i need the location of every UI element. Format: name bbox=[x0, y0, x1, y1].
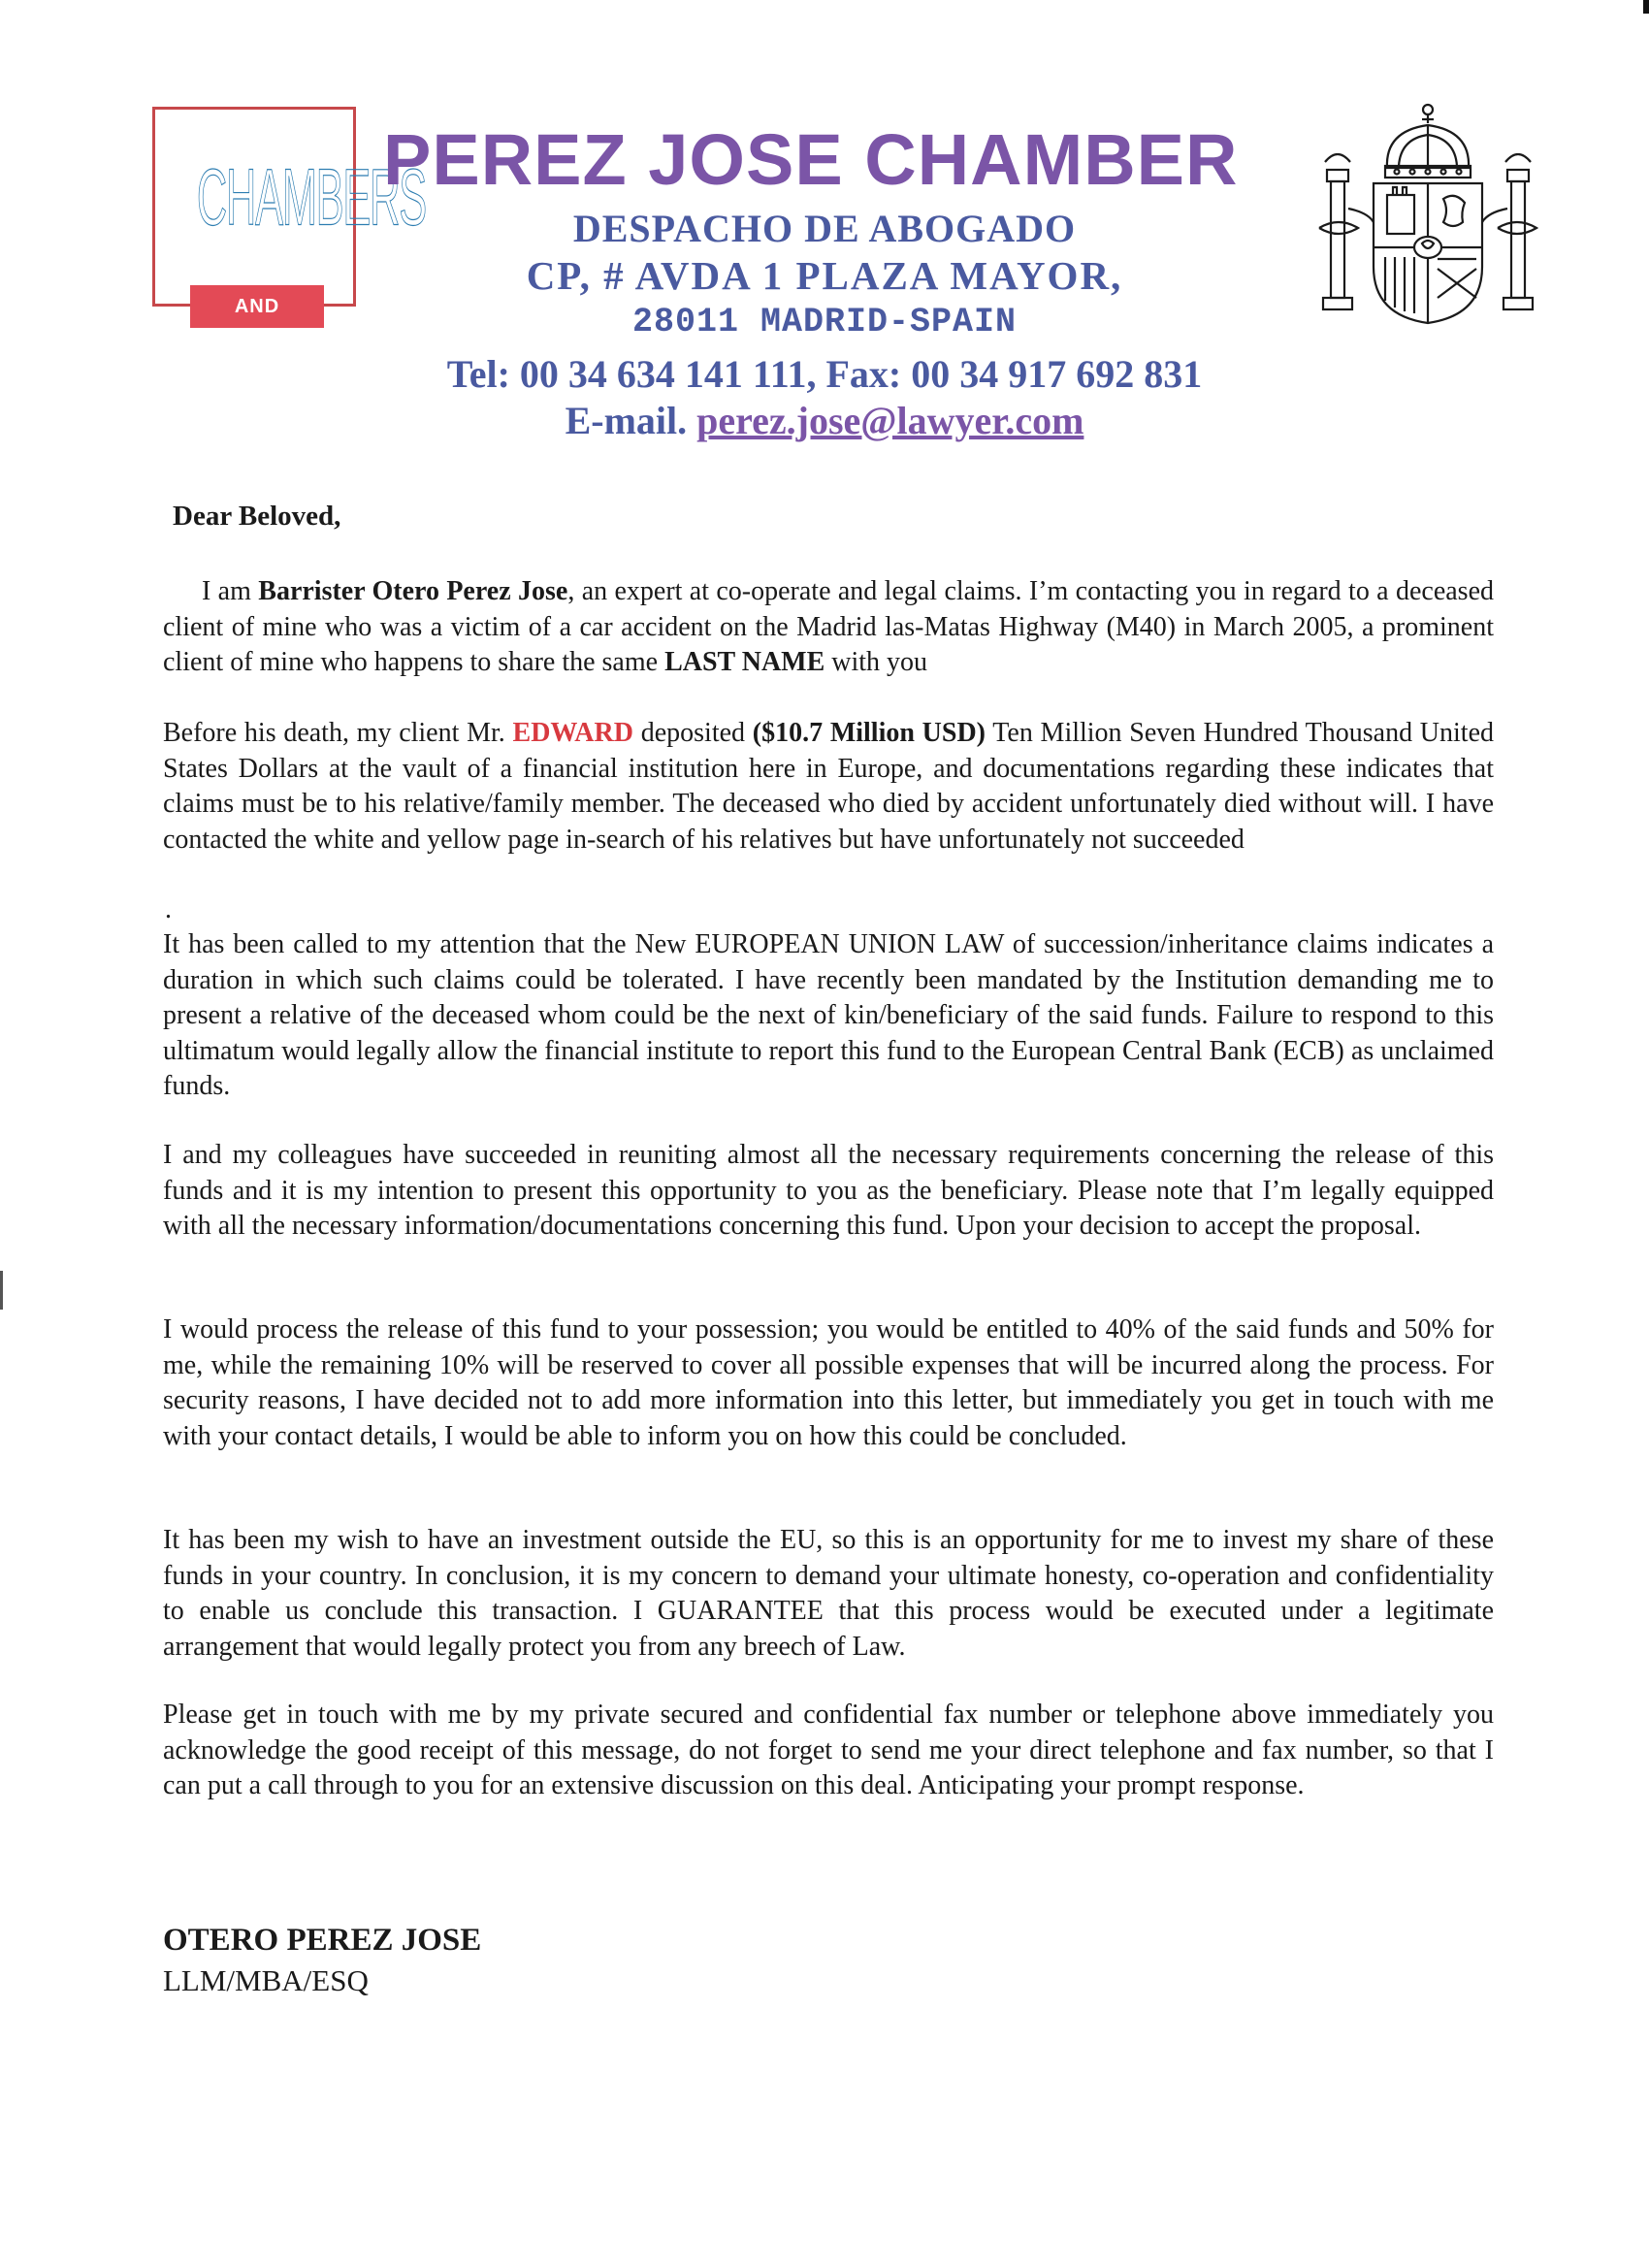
letterhead-phone-fax: Tel: 00 34 634 141 111, Fax: 00 34 917 692 831 bbox=[446, 352, 1203, 396]
last-name-emphasis: LAST NAME bbox=[664, 647, 825, 677]
stray-period: . bbox=[165, 894, 172, 924]
paragraph-investment: It has been my wish to have an investment outside the EU, so this is an opportunity for me to invest my share of these funds in your country. In conclusion, it is my concern to demand your ultimate honesty, co-operation and confidentiality to enable us conclude this transaction. I GUARANTEE that this process would be executed under a legitimate arrangement that would legally protect you from any breech of Law. bbox=[163, 1525, 1494, 1662]
scan-edge-mark-left bbox=[0, 1271, 3, 1310]
letterhead-city: 28011 MADRID-SPAIN bbox=[631, 303, 1018, 341]
paragraph-requirements: I and my colleagues have succeeded in reuniting almost all the necessary requirements concerning the release of this funds and it is my intention to present this opportunity to you as the beneficiary. Please note that I’m legally equipped with all the necessary information/documentations concerning this fund. Upon your decision to accept the proposal. bbox=[163, 1140, 1494, 1241]
deposit-amount: ($10.7 Million USD) bbox=[752, 718, 986, 748]
paragraph-deposit bbox=[163, 716, 1494, 858]
paragraph-eu-law: It has been called to my attention that the New EUROPEAN UNION LAW of succession/inheritance claims indicates a duration in which such claims could be tolerated. I have recently been mandated by the Institution demanding me to present a relative of the deceased whom could be the next of kin/beneficiary of the said funds. Failure to respond to this ultimatum would legally allow the financial institute to report this fund to the European Central Bank (ECB) as unclaimed funds. bbox=[163, 929, 1494, 1101]
coat-of-arms-icon bbox=[1310, 102, 1547, 330]
logo-band: AND PARTNERS bbox=[190, 285, 324, 328]
text-span: , an expert at co-operate and legal claims. I’m contacting you in regard to a deceased client of mine who was a victim of a car accident on the Madrid las-Matas Highway (M40) in March 2005, a prominent client of mine who happens to share the same bbox=[163, 576, 1495, 677]
letterhead-email-line bbox=[0, 398, 1649, 443]
letterhead-address: CP, # AVDA 1 PLAZA MAYOR, bbox=[526, 253, 1123, 298]
barrister-name: Barrister Otero Perez Jose bbox=[258, 576, 568, 606]
scan-edge-mark bbox=[1643, 0, 1649, 14]
letterhead-office: DESPACHO DE ABOGADO bbox=[572, 207, 1077, 250]
text-span: I am bbox=[202, 576, 259, 606]
logo-wordmark: CHAMBERS bbox=[196, 151, 426, 243]
paragraph-contact: Please get in touch with me by my private secured and confidential fax number or telephone above immediately you acknowledge the good receipt of this message, do not forget to send me your direct telephone and fax number, so that I can put a call through to you for an extensive discussion on this deal. Anticipating your prompt response. bbox=[163, 1700, 1494, 1800]
email-label: E-mail. bbox=[565, 399, 697, 442]
paragraph-split: I would process the release of this fund to your possession; you would be entitled to 40% of the said funds and 50% for me, while the remaining 10% will be reserved to cover all possible expenses that will be incurred along the process. For security reasons, I have decided not to add more information into this letter, but immediately you get in touch with me with your contact details, I would be able to inform you on how this could be concluded. bbox=[163, 1314, 1494, 1451]
text-span: with you bbox=[824, 647, 928, 677]
email-link[interactable]: perez.jose@lawyer.com bbox=[696, 399, 1084, 442]
signature-name: OTERO PEREZ JOSE bbox=[163, 1923, 482, 1958]
signature-credentials: LLM/MBA/ESQ bbox=[163, 1963, 369, 1997]
text-span: Before his death, my client Mr. bbox=[163, 718, 513, 748]
text-span: deposited bbox=[632, 718, 753, 748]
salutation: Dear Beloved, bbox=[173, 501, 341, 532]
letterhead-title: PEREZ JOSE CHAMBER bbox=[383, 119, 1239, 200]
paragraph-introduction bbox=[163, 574, 1494, 681]
client-name-highlight: EDWARD bbox=[512, 718, 633, 748]
text-span: Ten Million Seven Hundred Thousand United States Dollars at the vault of a financial institution here in Europe, and documentations regarding these indicates that claims must be to his relative/family member. The deceased who died by accident unfortunately died without will. I have contacted the white and yellow page in-search of his relatives but have unfortunately not succeeded bbox=[163, 718, 1495, 855]
